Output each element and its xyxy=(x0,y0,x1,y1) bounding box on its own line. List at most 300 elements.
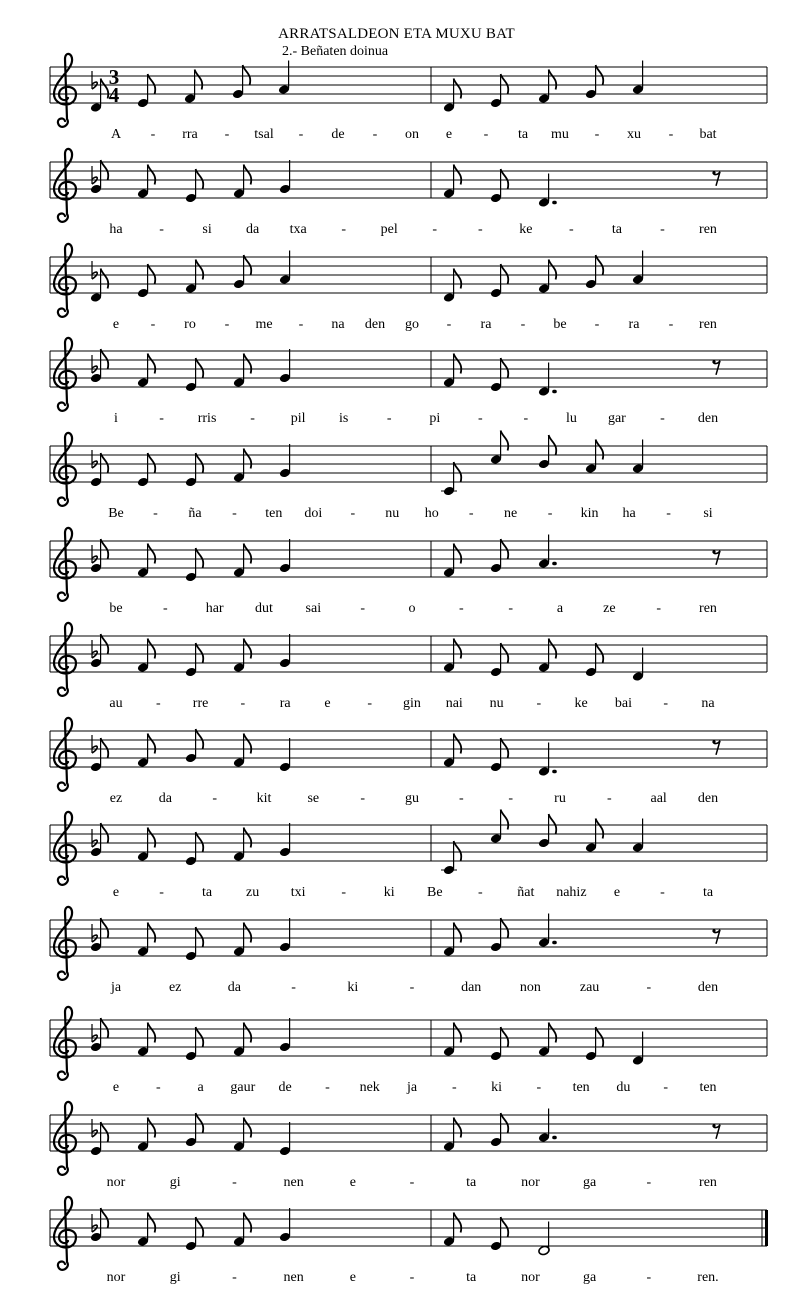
note-9-b2 xyxy=(538,914,556,948)
note-5-b0 xyxy=(443,544,461,578)
lyric-syllable: e xyxy=(112,317,120,332)
note-12-4 xyxy=(279,1208,291,1242)
flat-sign xyxy=(92,924,97,942)
note-4-b1 xyxy=(490,431,508,465)
lyric-syllable: e xyxy=(112,1080,120,1095)
lyric-syllable: nor xyxy=(106,1175,126,1190)
flat-sign xyxy=(92,640,97,658)
lyric-syllable: ha xyxy=(109,222,123,237)
treble-clef xyxy=(54,338,76,411)
lyric-syllable: ra xyxy=(279,696,291,711)
lyric-syllable: - xyxy=(468,506,474,521)
lyric-syllable: aal xyxy=(650,791,667,806)
flat-sign xyxy=(92,355,97,373)
note-8-4 xyxy=(279,823,291,857)
dot xyxy=(553,941,557,945)
lyric-syllable: - xyxy=(153,506,158,521)
treble-clef xyxy=(54,907,76,980)
lyric-syllable: gar xyxy=(607,411,626,426)
staff-system xyxy=(50,257,767,293)
lyric-syllable: zu xyxy=(246,885,260,900)
lyrics-line xyxy=(109,222,717,237)
lyric-syllable: ten xyxy=(572,1080,590,1095)
lyric-syllable: txa xyxy=(289,222,307,237)
lyric-syllable: - xyxy=(341,222,347,237)
staff-system xyxy=(50,1210,768,1246)
lyric-syllable: - xyxy=(224,317,230,332)
lyric-syllable: kin xyxy=(580,506,599,521)
lyric-syllable: ho xyxy=(424,506,439,521)
lyric-syllable: - xyxy=(409,1270,415,1285)
lyric-syllable: pil xyxy=(290,411,306,426)
lyric-syllable: ren. xyxy=(697,1270,719,1285)
note-12-3 xyxy=(233,1213,251,1247)
lyric-syllable: doi xyxy=(304,506,323,521)
lyrics-line xyxy=(113,317,717,332)
song-subtitle: 2.- Beñaten doinua xyxy=(282,44,389,59)
lyric-syllable: ta xyxy=(466,1270,477,1285)
lyric-syllable: me xyxy=(255,317,273,332)
note-10-b4 xyxy=(632,1032,644,1066)
lyric-syllable: ren xyxy=(699,1175,717,1190)
lyric-syllable: A xyxy=(110,127,122,142)
lyric-syllable: rra xyxy=(182,127,198,142)
lyric-syllable: - xyxy=(508,791,514,806)
flat-sign xyxy=(92,735,97,753)
lyric-syllable: ra xyxy=(480,317,492,332)
lyric-syllable: au xyxy=(109,696,123,711)
lyric-syllable: non xyxy=(519,980,541,995)
lyric-syllable: ki xyxy=(383,885,395,900)
note-5-3 xyxy=(233,544,251,578)
flat-sign xyxy=(92,829,97,847)
dot xyxy=(553,1136,557,1140)
lyric-syllable: ja xyxy=(110,980,122,995)
lyrics-line xyxy=(110,791,718,806)
lyric-syllable: ta xyxy=(702,885,714,900)
note-12-b0 xyxy=(443,1213,461,1247)
treble-clef xyxy=(54,54,76,127)
lyric-syllable: - xyxy=(668,127,674,142)
flat-sign xyxy=(92,545,97,563)
lyric-syllable: o xyxy=(408,601,416,616)
lyric-syllable: txi xyxy=(290,885,306,900)
lyric-syllable: e xyxy=(349,1175,356,1190)
staff-system xyxy=(50,1115,767,1151)
staff-system xyxy=(50,67,767,103)
lyric-syllable: - xyxy=(291,980,296,995)
note-2-2 xyxy=(185,260,203,294)
note-4-b4 xyxy=(632,440,644,474)
lyric-syllable: - xyxy=(663,696,669,711)
dot xyxy=(553,770,557,774)
lyric-syllable: se xyxy=(307,791,320,806)
lyric-syllable: - xyxy=(594,317,600,332)
lyric-syllable: - xyxy=(232,1175,237,1190)
lyrics-line xyxy=(107,1270,719,1285)
lyrics-line xyxy=(113,885,714,900)
lyric-syllable: - xyxy=(508,601,514,616)
flat-sign xyxy=(92,1024,97,1042)
lyric-syllable: nu xyxy=(489,696,504,711)
lyric-syllable: - xyxy=(660,885,665,900)
note-5-b2 xyxy=(538,535,556,569)
note-8-b4 xyxy=(632,819,644,853)
note-7-4 xyxy=(279,738,291,772)
lyric-syllable: e xyxy=(613,885,621,900)
lyric-syllable: den xyxy=(697,791,719,806)
lyric-syllable: - xyxy=(446,317,452,332)
lyric-syllable: - xyxy=(409,980,415,995)
note-3-b2 xyxy=(538,363,556,397)
note-6-3 xyxy=(233,639,251,673)
note-2-b2 xyxy=(538,260,556,294)
staff-system xyxy=(50,1020,767,1056)
lyric-syllable: sai xyxy=(305,601,322,616)
note-4-b0 xyxy=(443,462,461,496)
flat-sign xyxy=(92,166,97,184)
note-12-1 xyxy=(137,1213,155,1247)
lyric-syllable: - xyxy=(656,601,662,616)
lyric-syllable: ta xyxy=(202,885,213,900)
flat-sign xyxy=(92,1119,97,1137)
lyric-syllable: ro xyxy=(184,317,196,332)
lyric-syllable: gi xyxy=(169,1270,181,1285)
note-3-1 xyxy=(137,354,155,388)
note-9-1 xyxy=(137,923,155,957)
lyric-syllable: e xyxy=(445,127,453,142)
lyric-syllable: ren xyxy=(699,222,717,237)
note-2-b4 xyxy=(632,251,644,285)
lyric-syllable: - xyxy=(646,1175,652,1190)
lyric-syllable: - xyxy=(668,317,674,332)
lyric-syllable: gin xyxy=(403,696,421,711)
treble-clef xyxy=(54,528,76,601)
lyric-syllable: - xyxy=(432,222,438,237)
lyric-syllable: gi xyxy=(169,1175,181,1190)
treble-clef xyxy=(54,1007,76,1080)
lyric-syllable: ze xyxy=(603,601,616,616)
lyrics-line xyxy=(110,980,718,995)
note-8-1 xyxy=(137,828,155,862)
lyric-syllable: go xyxy=(405,317,419,332)
svg-text:3: 3 xyxy=(108,65,120,89)
lyric-syllable: - xyxy=(663,1080,669,1095)
treble-clef xyxy=(54,623,76,696)
lyric-syllable: har xyxy=(205,601,224,616)
lyrics-line xyxy=(107,1175,717,1190)
lyric-syllable: - xyxy=(606,791,612,806)
staff-system xyxy=(50,731,767,767)
lyric-syllable: ren xyxy=(699,601,717,616)
lyrics-line xyxy=(113,1080,717,1095)
lyric-syllable: be xyxy=(553,317,567,332)
song-title: ARRATSALDEON ETA MUXU BAT xyxy=(278,26,515,42)
lyric-syllable: rris xyxy=(197,411,217,426)
lyric-syllable: ta xyxy=(466,1175,477,1190)
lyric-syllable: ha xyxy=(622,506,636,521)
lyric-syllable: na xyxy=(701,696,715,711)
lyric-syllable: - xyxy=(594,127,600,142)
treble-clef xyxy=(54,718,76,791)
lyric-syllable: ke xyxy=(519,222,533,237)
lyric-syllable: da xyxy=(246,222,260,237)
lyric-syllable: pi xyxy=(429,411,441,426)
lyric-syllable: tsal xyxy=(254,127,274,142)
lyric-syllable: ki xyxy=(347,980,359,995)
lyric-syllable: - xyxy=(250,411,255,426)
note-6-4 xyxy=(279,634,291,668)
note-8-3 xyxy=(233,828,251,862)
lyric-syllable: - xyxy=(646,980,652,995)
lyric-syllable: bat xyxy=(699,127,717,142)
lyric-syllable: ten xyxy=(265,506,283,521)
note-8-b3 xyxy=(585,819,603,853)
note-6-b0 xyxy=(443,639,461,673)
lyric-syllable: - xyxy=(520,317,526,332)
lyric-syllable: de xyxy=(278,1080,292,1095)
flat-sign xyxy=(92,261,97,279)
lyric-syllable: Be xyxy=(426,885,443,900)
lyric-syllable: - xyxy=(451,1080,457,1095)
staff-system xyxy=(50,162,767,198)
lyric-syllable: si xyxy=(202,222,212,237)
lyric-syllable: si xyxy=(703,506,713,521)
flat-sign xyxy=(92,1214,97,1232)
lyric-syllable: - xyxy=(367,696,373,711)
lyric-syllable: e xyxy=(112,885,120,900)
lyric-syllable: na xyxy=(331,317,345,332)
lyric-syllable: nahiz xyxy=(556,885,587,900)
lyric-syllable: - xyxy=(325,1080,330,1095)
lyric-syllable: be xyxy=(109,601,123,616)
lyric-syllable: pel xyxy=(380,222,398,237)
flat-sign xyxy=(92,71,97,89)
note-1-1 xyxy=(137,165,155,199)
lyric-syllable: ki xyxy=(491,1080,503,1095)
treble-clef xyxy=(54,1197,76,1270)
lyric-syllable: bai xyxy=(614,696,632,711)
lyric-syllable: ra xyxy=(628,317,640,332)
lyric-syllable: - xyxy=(162,601,168,616)
note-7-3 xyxy=(233,734,251,768)
lyric-syllable: ke xyxy=(574,696,588,711)
lyric-syllable: nen xyxy=(283,1175,304,1190)
lyric-syllable: ta xyxy=(611,222,622,237)
staff-system xyxy=(50,920,767,956)
lyric-syllable: - xyxy=(224,127,230,142)
lyric-syllable: nor xyxy=(521,1175,540,1190)
lyric-syllable: gaur xyxy=(230,1080,256,1095)
note-8-b0 xyxy=(443,841,461,875)
treble-clef xyxy=(54,812,76,885)
lyric-syllable: - xyxy=(155,1080,161,1095)
lyric-syllable: a xyxy=(197,1080,204,1095)
lyric-syllable: e xyxy=(324,696,331,711)
lyrics-line xyxy=(111,127,717,142)
note-10-b2 xyxy=(538,1023,556,1057)
lyric-syllable: - xyxy=(159,411,164,426)
lyric-syllable: - xyxy=(240,696,246,711)
note-0-b4 xyxy=(632,61,644,95)
lyric-syllable: - xyxy=(660,411,665,426)
note-11-b2 xyxy=(538,1109,556,1143)
note-11-1 xyxy=(137,1118,155,1152)
note-11-4 xyxy=(279,1122,291,1156)
dot xyxy=(553,201,557,205)
lyric-syllable: - xyxy=(536,696,542,711)
note-10-4 xyxy=(279,1018,291,1052)
note-0-2 xyxy=(184,70,202,104)
note-9-4 xyxy=(279,918,291,952)
lyric-syllable: lu xyxy=(565,411,577,426)
lyric-syllable: ña xyxy=(188,506,202,521)
time-signature xyxy=(109,65,120,107)
note-10-b0 xyxy=(443,1023,461,1057)
staff-system xyxy=(50,351,767,387)
lyric-syllable: - xyxy=(569,222,574,237)
lyric-syllable: - xyxy=(150,127,156,142)
lyric-syllable: ren xyxy=(699,317,717,332)
note-6-b4 xyxy=(632,648,644,682)
lyric-syllable: - xyxy=(232,506,237,521)
note-9-b0 xyxy=(443,923,461,957)
lyric-syllable: - xyxy=(477,885,483,900)
lyrics-line xyxy=(114,411,718,426)
lyric-syllable: - xyxy=(350,506,356,521)
note-2-b0 xyxy=(443,269,461,303)
lyric-syllable: - xyxy=(150,317,156,332)
note-6-1 xyxy=(137,639,155,673)
lyric-syllable: ne xyxy=(504,506,518,521)
note-5-1 xyxy=(137,544,155,578)
lyrics-line xyxy=(108,506,713,521)
note-1-b2 xyxy=(538,174,556,208)
lyric-syllable: ga xyxy=(582,1270,597,1285)
lyric-syllable: - xyxy=(646,1270,652,1285)
staff-system xyxy=(50,825,767,861)
note-4-b3 xyxy=(585,440,603,474)
note-11-b0 xyxy=(443,1118,461,1152)
note-3-3 xyxy=(233,354,251,388)
note-11-3 xyxy=(233,1118,251,1152)
lyric-syllable: gu xyxy=(405,791,419,806)
note-0-b0 xyxy=(443,79,461,113)
note-10-3 xyxy=(233,1023,251,1057)
lyric-syllable: - xyxy=(155,696,161,711)
note-0-4 xyxy=(278,61,290,95)
note-7-b2 xyxy=(538,743,556,777)
lyric-syllable: nor xyxy=(521,1270,540,1285)
note-3-4 xyxy=(279,349,291,383)
lyric-syllable: mu xyxy=(551,127,569,142)
lyric-syllable: - xyxy=(477,222,483,237)
lyric-syllable: xu xyxy=(627,127,641,142)
dot xyxy=(553,562,557,566)
svg-text:4: 4 xyxy=(108,83,120,107)
lyric-syllable: - xyxy=(477,411,483,426)
lyric-syllable: ru xyxy=(554,791,566,806)
note-5-4 xyxy=(279,539,291,573)
lyric-syllable: - xyxy=(298,127,304,142)
lyric-syllable: de xyxy=(331,127,345,142)
lyric-syllable: - xyxy=(232,1270,237,1285)
note-1-3 xyxy=(233,165,251,199)
note-4-4 xyxy=(279,444,291,478)
lyric-syllable: da xyxy=(227,980,242,995)
dot xyxy=(553,390,557,394)
staff-system xyxy=(50,636,767,672)
lyric-syllable: - xyxy=(341,885,347,900)
lyric-syllable: is xyxy=(339,411,349,426)
lyric-syllable: nu xyxy=(385,506,400,521)
lyric-syllable: kit xyxy=(256,791,272,806)
lyric-syllable: - xyxy=(159,222,164,237)
lyric-syllable: - xyxy=(360,601,366,616)
lyric-syllable: ñat xyxy=(517,885,535,900)
lyric-syllable: ten xyxy=(699,1080,717,1095)
note-0-b2 xyxy=(538,70,556,104)
staff-system xyxy=(50,541,767,577)
lyric-syllable: - xyxy=(212,791,218,806)
lyric-syllable: - xyxy=(159,885,164,900)
lyric-syllable: rre xyxy=(192,696,209,711)
note-6-b2 xyxy=(538,639,556,673)
lyric-syllable: ez xyxy=(109,791,123,806)
note-1-b0 xyxy=(443,165,461,199)
note-4-3 xyxy=(233,449,251,483)
lyric-syllable: - xyxy=(483,127,489,142)
lyric-syllable: du xyxy=(616,1080,631,1095)
lyric-syllable: ez xyxy=(168,980,182,995)
lyric-syllable: - xyxy=(660,222,665,237)
note-7-b0 xyxy=(443,734,461,768)
lyric-syllable: zau xyxy=(579,980,600,995)
lyrics-line xyxy=(109,601,717,616)
lyric-syllable: - xyxy=(458,791,464,806)
lyric-syllable: a xyxy=(556,601,564,616)
lyric-syllable: - xyxy=(298,317,304,332)
treble-clef xyxy=(54,244,76,317)
note-1-4 xyxy=(279,160,291,194)
lyric-syllable: ja xyxy=(406,1080,418,1095)
lyric-syllable: - xyxy=(523,411,529,426)
lyric-syllable: den xyxy=(697,411,719,426)
note-9-3 xyxy=(233,923,251,957)
lyrics-line xyxy=(109,696,715,711)
lyric-syllable: ta xyxy=(517,127,529,142)
lyric-syllable: - xyxy=(386,411,392,426)
lyric-syllable: ga xyxy=(582,1175,597,1190)
lyric-syllable: den xyxy=(697,980,719,995)
note-10-1 xyxy=(137,1023,155,1057)
lyric-syllable: den xyxy=(364,317,386,332)
lyric-syllable: dan xyxy=(461,980,482,995)
lyric-syllable: - xyxy=(666,506,671,521)
lyric-syllable: on xyxy=(405,127,419,142)
lyric-syllable: Be xyxy=(108,506,124,521)
note-12-b2 xyxy=(538,1222,550,1256)
lyric-syllable: da xyxy=(158,791,172,806)
lyric-syllable: i xyxy=(114,411,118,426)
flat-sign xyxy=(92,450,97,468)
treble-clef xyxy=(54,433,76,506)
lyric-syllable: nen xyxy=(283,1270,304,1285)
note-2-4 xyxy=(279,251,291,285)
lyric-syllable: - xyxy=(458,601,464,616)
lyric-syllable: - xyxy=(372,127,378,142)
treble-clef xyxy=(54,1102,76,1175)
